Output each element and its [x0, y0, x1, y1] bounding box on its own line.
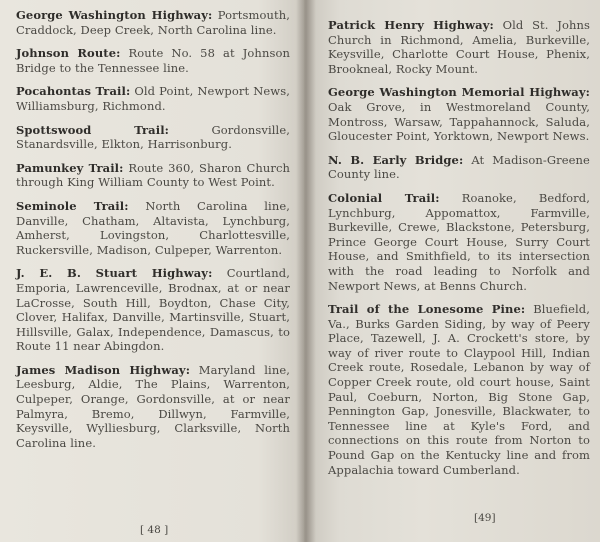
route-name: Seminole Trail: — [16, 198, 129, 213]
route-entry — [16, 266, 290, 354]
route-entry — [328, 191, 590, 293]
route-entry — [328, 18, 590, 76]
book-gutter — [296, 0, 316, 542]
route-entry — [16, 46, 290, 75]
route-entry — [328, 302, 590, 477]
route-description: Maryland line, Leesburg, Aldie, The Plains, Warrenton, Culpeper, Orange, Gordonsville, at or near Palmyra, Bremo, Dillwyn, Farmville, Keysville, Wylliesburg, Clarksville, North Carolina line. — [16, 362, 290, 450]
route-name: Pocahontas Trail: — [16, 84, 131, 99]
route-name: James Madison Highway: — [16, 362, 191, 377]
route-entry — [16, 363, 290, 451]
route-name: Spottswood Trail: — [16, 122, 170, 137]
route-name: Trail of the Lonesome Pine: — [328, 302, 526, 317]
route-name: Patrick Henry Highway: — [328, 18, 494, 32]
page-number: [49] — [474, 512, 496, 524]
route-description: Gordonsville, Stanardsville, Elkton, Harrisonburg. — [16, 122, 290, 152]
route-description: Portsmouth, Craddock, Deep Creek, North Carolina line. — [16, 8, 290, 37]
route-name: George Washington Memorial Highway: — [328, 85, 590, 100]
page-number: [ 48 ] — [140, 524, 169, 536]
route-name: Colonial Trail: — [328, 190, 440, 205]
route-description: Route 360, Sharon Church through King William County to West Point. — [16, 160, 290, 190]
route-description: At Madison-Greene County line. — [328, 152, 590, 182]
route-description: Old St. Johns Church in Richmond, Amelia, Burkeville, Keysville, Charlotte Court House, Phenix, Brookneal, Rocky Mount. — [328, 18, 590, 76]
route-entry — [16, 199, 290, 257]
route-name: George Washington Highway: — [16, 8, 213, 22]
route-description: Oak Grove, in Westmoreland County, Montross, Warsaw, Tappahannock, Saluda, Gloucester Point, Yorktown, Newport News. — [328, 99, 590, 144]
route-entry — [328, 85, 590, 143]
route-entry — [16, 161, 290, 190]
route-name: Pamunkey Trail: — [16, 160, 124, 175]
route-description: Roanoke, Bedford, Lynchburg, Appomattox, Farmville, Burkeville, Crewe, Blackstone, Petersburg, Prince George Court House, Surry Court House, and Smithfield, to its intersection with the road leading to Norfolk and Newport News, at Benns Church. — [328, 190, 590, 293]
route-entry — [16, 123, 290, 152]
route-name: N. B. Early Bridge: — [328, 152, 464, 167]
route-description: Route No. 58 at Johnson Bridge to the Tennessee line. — [16, 46, 290, 75]
route-entry — [328, 153, 590, 182]
route-description: Courtland, Emporia, Lawrenceville, Brodnax, at or near LaCrosse, South Hill, Boydton, Chase City, Clover, Halifax, Danville, Martinsville, Stuart, Hillsville, Galax, Independence, Damascus, to Route 11 near Abingdon. — [16, 266, 290, 354]
route-entry — [16, 84, 290, 113]
route-name: J. E. B. Stuart Highway: — [16, 266, 213, 281]
route-description: North Carolina line, Danville, Chatham, Altavista, Lynchburg, Amherst, Lovingston, Charlottesville, Ruckersville, Madison, Culpeper, Warrenton. — [16, 198, 290, 257]
route-name: Johnson Route: — [16, 46, 121, 61]
route-description: Old Point, Newport News, Williamsburg, Richmond. — [16, 84, 290, 113]
route-entry — [16, 8, 290, 37]
right-page — [304, 0, 600, 542]
route-description: Bluefield, Va., Burks Garden Siding, by way of Peery Place, Tazewell, J. A. Crockett's store, by way of river route to Claypool Hill, Indian Creek route, Rosedale, Lebanon by way of Copper Creek route, old court house, Saint Paul, Coeburn, Norton, Big Stone Gap, Pennington Gap, Jonesville, Blackwater, to Tennessee line at Kyle's Ford, and connections on this route from Norton to Pound Gap on the Kentucky line and from Appalachia toward Cumberland. — [328, 302, 590, 477]
